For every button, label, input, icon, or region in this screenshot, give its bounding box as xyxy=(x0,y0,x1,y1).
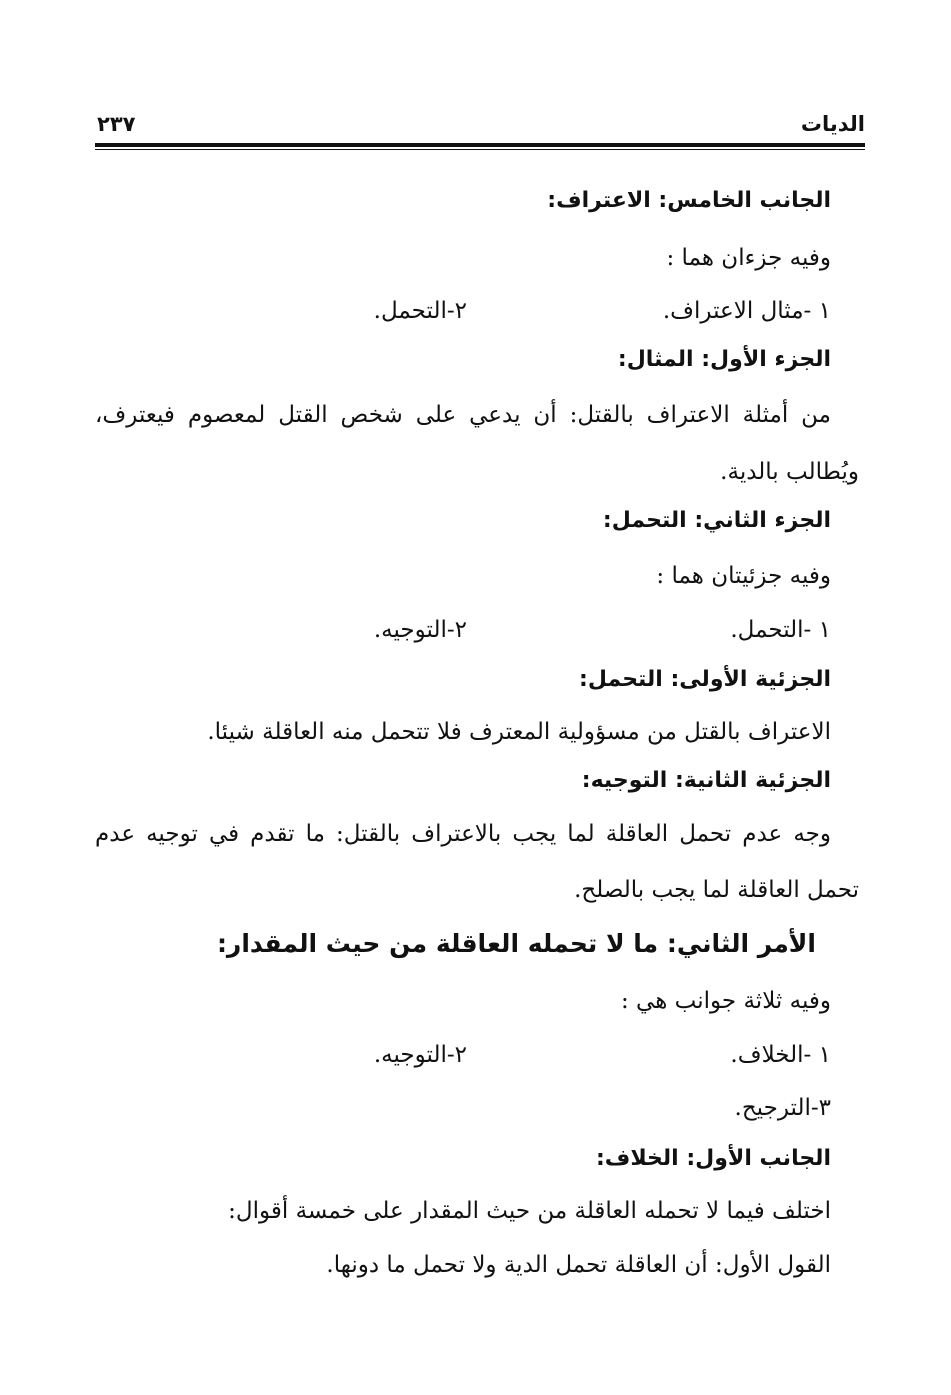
header-rule-thin xyxy=(95,149,865,150)
paragraph-line: الاعتراف بالقتل من مسؤولية المعترف فلا تتحمل منه العاقلة شيئا. xyxy=(207,719,831,745)
running-title: الديات xyxy=(800,112,865,136)
major-heading: الأمر الثاني: ما لا تحمله العاقلة من حيث المقدار: xyxy=(216,929,816,958)
list-item: ٢-التحمل. xyxy=(373,298,467,324)
paragraph-line: ويُطالب بالدية. xyxy=(720,459,859,485)
paragraph-line: تحمل العاقلة لما يجب بالصلح. xyxy=(574,877,859,903)
text-line: وفيه جزءان هما : xyxy=(666,245,831,271)
list-item: ٣-الترجيح. xyxy=(734,1095,831,1121)
list-item: ١ -الخلاف. xyxy=(730,1042,831,1068)
section-heading: الجزء الأول: المثال: xyxy=(617,347,831,372)
paragraph-line: اختلف فيما لا تحمله العاقلة من حيث المقدار على خمسة أقوال: xyxy=(228,1198,831,1224)
section-heading: الجانب الخامس: الاعتراف: xyxy=(547,188,831,213)
paragraph-line: وجه عدم تحمل العاقلة لما يجب بالاعتراف بالقتل: ما تقدم في توجيه عدم xyxy=(95,821,831,847)
list-item: ١ -التحمل. xyxy=(730,617,831,643)
header-rule-thick xyxy=(95,143,865,147)
section-heading: الجزئية الثانية: التوجيه: xyxy=(581,768,831,793)
text-line: وفيه جزئيتان هما : xyxy=(656,563,831,589)
list-item: ٢-التوجيه. xyxy=(373,617,467,643)
list-item: ١ -مثال الاعتراف. xyxy=(662,298,831,324)
section-heading: الجانب الأول: الخلاف: xyxy=(596,1146,831,1171)
text-line: وفيه ثلاثة جوانب هي : xyxy=(621,988,831,1014)
list-item: ٢-التوجيه. xyxy=(373,1042,467,1068)
section-heading: الجزئية الأولى: التحمل: xyxy=(579,667,831,692)
paragraph-line: من أمثلة الاعتراف بالقتل: أن يدعي على شخص القتل لمعصوم فيعترف، xyxy=(95,402,831,428)
section-heading: الجزء الثاني: التحمل: xyxy=(602,508,831,533)
page-number: ٢٣٧ xyxy=(97,112,136,136)
page-header xyxy=(95,112,865,142)
paragraph-line: القول الأول: أن العاقلة تحمل الدية ولا تحمل ما دونها. xyxy=(326,1252,831,1278)
